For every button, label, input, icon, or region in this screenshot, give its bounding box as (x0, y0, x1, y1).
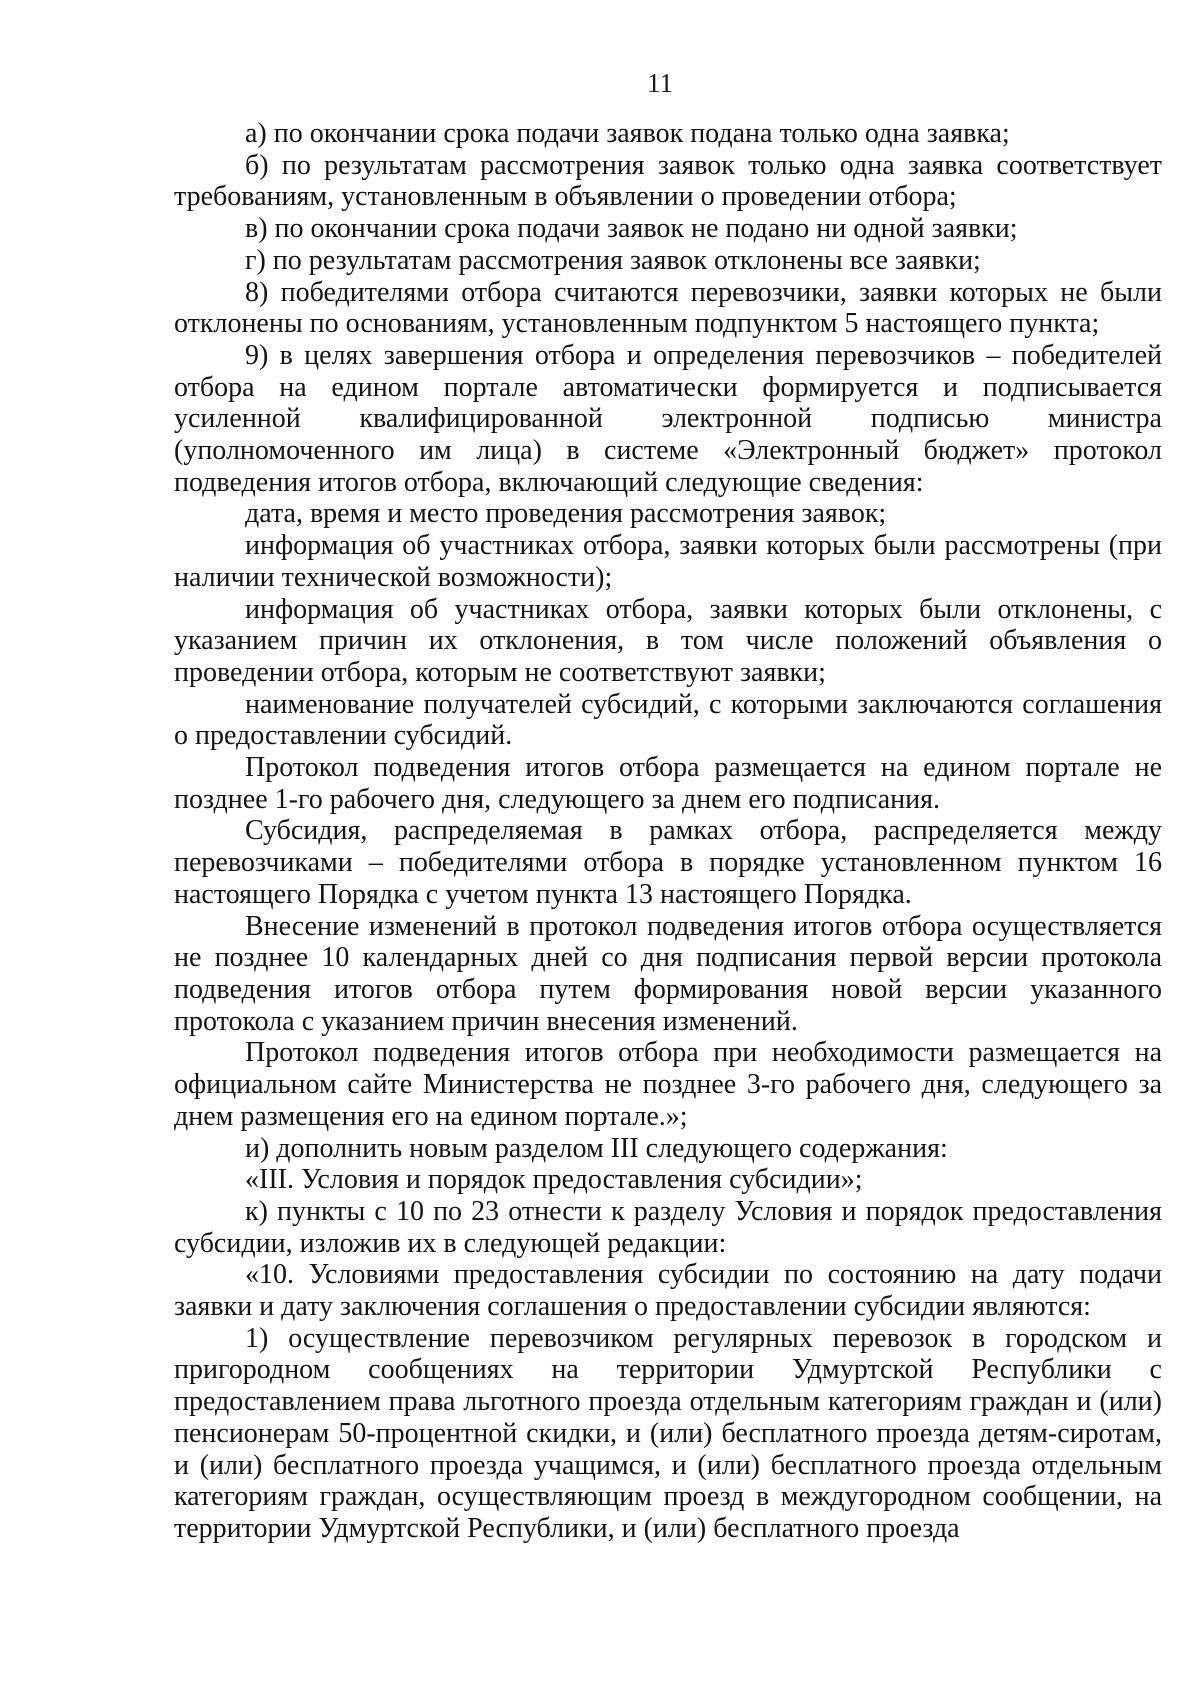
paragraph-item-9: 9) в целях завершения отбора и определения перевозчиков – победителей отбора на едином портале автоматически формируется и подписывается усиленной квалифицированной электронной подписью министра (уполномоченного им лица) в системе «Электронный бюджет» протокол подведения итогов отбора, включающий следующие сведения: (174, 339, 1162, 498)
paragraph-item-8: 8) победителями отбора считаются перевозчики, заявки которых не были отклонены по основаниям, установленным подпунктом 5 настоящего пункта; (174, 276, 1162, 340)
paragraph-recipients: наименование получателей субсидий, с которыми заключаются соглашения о предоставлении субсидий. (174, 688, 1162, 752)
document-body (174, 118, 1162, 1545)
paragraph-protocol-official-site: Протокол подведения итогов отбора при необходимости размещается на официальном сайте Министерства не позднее 3-го рабочего дня, следующего за днем размещения его на едином портале.»; (174, 1037, 1162, 1132)
paragraph-protocol-date: дата, время и место проведения рассмотрения заявок; (245, 498, 887, 530)
paragraph-g: г) по результатам рассмотрения заявок отклонены все заявки; (245, 244, 981, 276)
paragraph-section-iii-title: «III. Условия и порядок предоставления субсидии»; (245, 1164, 863, 1196)
paragraph-protocol-changes: Внесение изменений в протокол подведения итогов отбора осуществляется не позднее 10 календарных дней со дня подписания первой версии протокола подведения итогов отбора путем формирования новой версии указанного протокола с указанием причин внесения изменений. (174, 910, 1162, 1037)
paragraph-participants-reviewed: информация об участниках отбора, заявки которых были рассмотрены (при наличии технической возможности); (174, 530, 1162, 593)
paragraph-item-10: «10. Условиями предоставления субсидии по состоянию на дату подачи заявки и дату заключения соглашения о предоставлении субсидии являются: (174, 1259, 1162, 1323)
paragraph-protocol-publication: Протокол подведения итогов отбора размещается на едином портале не позднее 1-го рабочего дня, следующего за днем его подписания. (174, 752, 1162, 815)
page-number: 11 (647, 68, 673, 98)
paragraph-i: и) дополнить новым разделом III следующего содержания: (245, 1132, 948, 1164)
paragraph-k: к) пункты с 10 по 23 отнести к разделу Условия и порядок предоставления субсидии, изложив их в следующей редакции: (174, 1195, 1162, 1259)
paragraph-item-10-1: 1) осуществление перевозчиком регулярных перевозок в городском и пригородном сообщениях на территории Удмуртской Республики с предоставлением права льготного проезда отдельным категориям граждан и (или) пенсионерам 50-процентной скидки, и (или) бесплатного проезда детям-сиротам, и (или) бесплатного проезда учащимся, и (или) бесплатного проезда отдельным категориям граждан, осуществляющим проезд в междугородном сообщении, на территории Удмуртской Республики, и (или) бесплатного проезда (174, 1322, 1162, 1544)
paragraph-subsidy-distribution: Субсидия, распределяемая в рамках отбора, распределяется между перевозчиками – победителями отбора в порядке установленном пунктом 16 настоящего Порядка с учетом пункта 13 настоящего Порядка. (174, 815, 1162, 910)
paragraph-participants-rejected: информация об участниках отбора, заявки которых были отклонены, с указанием причин их отклонения, в том числе положений объявления о проведении отбора, которым не соответствуют заявки; (174, 593, 1162, 688)
paragraph-b: б) по результатам рассмотрения заявок только одна заявка соответствует требованиям, установленным в объявлении о проведении отбора; (174, 149, 1162, 213)
paragraph-v: в) по окончании срока подачи заявок не подано ни одной заявки; (245, 213, 1018, 245)
paragraph-a: а) по окончании срока подачи заявок подана только одна заявка; (245, 118, 1010, 149)
